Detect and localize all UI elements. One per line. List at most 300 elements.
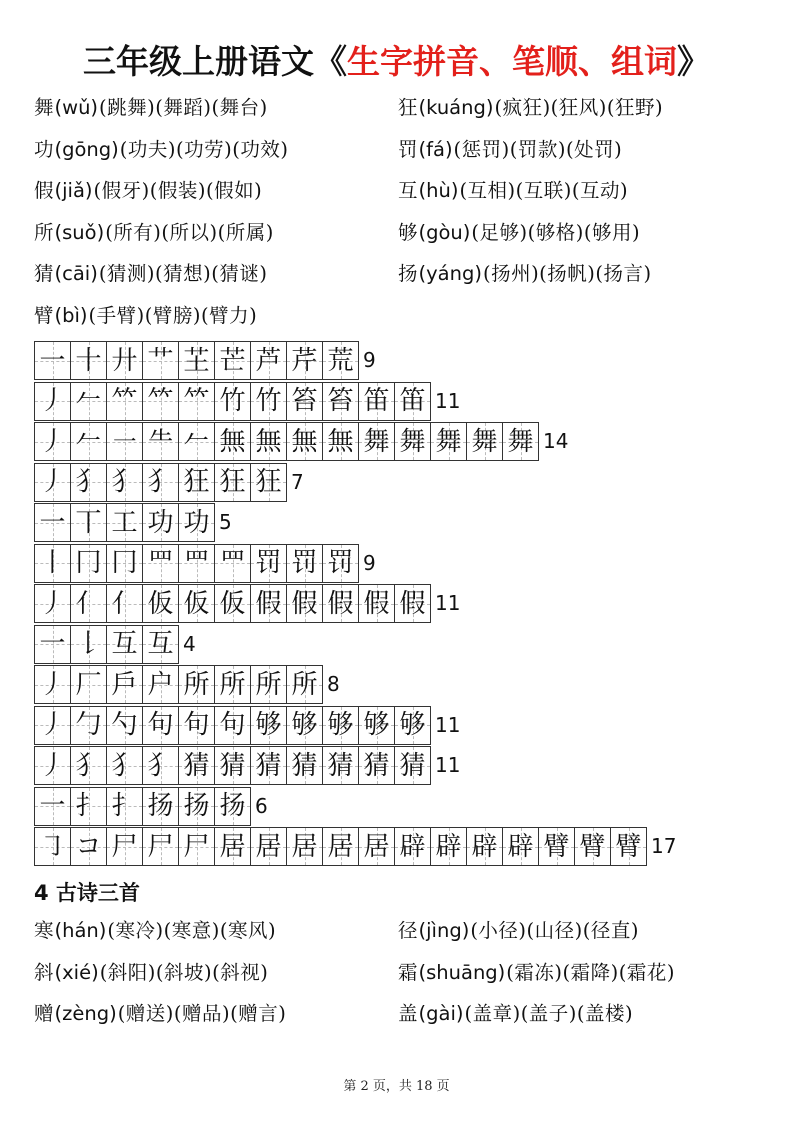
stroke-step-glyph: 假 <box>291 588 318 619</box>
stroke-step-glyph: 無 <box>219 426 246 457</box>
stroke-step-cell <box>250 463 287 502</box>
stroke-step-cell <box>70 341 107 380</box>
stroke-step-glyph: 芦 <box>255 345 282 376</box>
stroke-step-glyph: 罒 <box>147 548 174 578</box>
stroke-step-cell <box>34 503 71 542</box>
stroke-step-glyph: 猜 <box>399 750 426 781</box>
stroke-step-glyph: 句 <box>219 710 246 740</box>
vocab-pinyin: (yáng) <box>418 262 482 285</box>
stroke-count: 17 <box>651 834 677 858</box>
vocab-char: 互 <box>398 179 418 202</box>
stroke-step-glyph: 笞 <box>327 386 354 416</box>
stroke-step-cell <box>358 827 395 866</box>
stroke-step-cell <box>178 341 215 380</box>
stroke-step-cell <box>394 584 431 623</box>
vocab-words: (扬州)(扬帆)(扬言) <box>482 262 652 285</box>
stroke-step-cell <box>286 827 323 866</box>
stroke-step-cell <box>106 665 143 704</box>
vocab-pinyin: (gài) <box>418 1002 464 1025</box>
stroke-order-row <box>34 584 460 623</box>
stroke-step-glyph: 所 <box>219 669 246 700</box>
stroke-order-row <box>34 625 196 664</box>
stroke-step-cell <box>214 787 251 826</box>
stroke-step-glyph: 辟 <box>471 831 498 862</box>
vocab-char: 赠 <box>34 1002 54 1025</box>
stroke-step-glyph: 罚 <box>291 548 318 578</box>
stroke-step-cell <box>286 544 323 583</box>
vocab-words: (盖章)(盖子)(盖楼) <box>464 1002 634 1025</box>
stroke-step-cell <box>322 706 359 745</box>
stroke-step-glyph: 假 <box>255 588 282 619</box>
stroke-step-cell <box>142 463 179 502</box>
vocab-row <box>34 304 774 346</box>
stroke-step-cell <box>142 544 179 583</box>
stroke-step-cell <box>70 625 107 664</box>
stroke-step-cell <box>574 827 611 866</box>
stroke-step-cell <box>34 463 71 502</box>
stroke-step-cell <box>214 746 251 785</box>
stroke-count: 7 <box>291 469 304 494</box>
stroke-step-cell <box>70 584 107 623</box>
stroke-step-cell <box>178 503 215 542</box>
stroke-step-cell <box>70 787 107 826</box>
stroke-step-glyph: 够 <box>255 710 282 740</box>
stroke-step-glyph: 居 <box>219 831 246 862</box>
stroke-step-glyph: 丿 <box>39 669 66 700</box>
stroke-step-cell <box>466 827 503 866</box>
stroke-step-glyph: 勺 <box>111 710 138 740</box>
stroke-step-cell <box>142 584 179 623</box>
stroke-step-cell <box>106 706 143 745</box>
vocab-pinyin: (jiǎ) <box>54 179 93 202</box>
title-suffix: 》 <box>677 42 710 81</box>
stroke-step-cell <box>394 746 431 785</box>
stroke-step-glyph: 尸 <box>183 831 210 862</box>
stroke-step-glyph: 互 <box>147 629 174 659</box>
stroke-step-cell <box>322 746 359 785</box>
stroke-step-glyph: 扬 <box>219 791 246 821</box>
stroke-step-glyph: 工 <box>111 507 138 538</box>
stroke-count: 8 <box>327 672 340 696</box>
stroke-step-cell <box>142 706 179 745</box>
vocab-char: 猜 <box>34 262 54 285</box>
stroke-step-glyph: 仮 <box>219 588 246 619</box>
stroke-step-cell <box>250 706 287 745</box>
stroke-step-glyph: 一 <box>39 791 66 821</box>
stroke-step-cell <box>214 665 251 704</box>
vocab-pinyin: (hù) <box>418 179 459 202</box>
vocab-words: (手臂)(臂膀)(臂力) <box>88 303 258 327</box>
vocab-entry <box>34 96 268 120</box>
stroke-step-cell <box>286 584 323 623</box>
stroke-step-cell <box>502 422 539 461</box>
stroke-step-cell <box>70 382 107 421</box>
vocab-list-lesson-3 <box>34 96 774 345</box>
stroke-step-cell <box>178 665 215 704</box>
stroke-step-cell <box>394 422 431 461</box>
stroke-count: 9 <box>363 348 376 372</box>
stroke-step-cell <box>322 341 359 380</box>
stroke-step-glyph: 扬 <box>147 791 174 821</box>
stroke-step-glyph: 丿 <box>39 386 66 416</box>
stroke-step-glyph: 丿 <box>39 588 66 619</box>
stroke-step-cell <box>70 544 107 583</box>
stroke-step-glyph: 户 <box>147 669 174 700</box>
vocab-char: 所 <box>34 220 54 244</box>
stroke-step-glyph: 犭 <box>111 467 138 497</box>
vocab-char: 径 <box>398 919 418 942</box>
stroke-step-glyph: 罒 <box>219 548 246 578</box>
vocab-entry <box>398 919 639 943</box>
stroke-step-cell <box>250 827 287 866</box>
stroke-step-cell <box>250 746 287 785</box>
stroke-step-cell <box>430 422 467 461</box>
stroke-step-cell <box>70 463 107 502</box>
vocab-words: (猜测)(猜想)(猜谜) <box>98 262 268 285</box>
stroke-step-glyph: 𥫗 <box>111 386 138 416</box>
stroke-step-cell <box>358 584 395 623</box>
vocab-entry <box>398 221 640 245</box>
stroke-step-cell <box>70 503 107 542</box>
vocab-entry <box>34 304 257 328</box>
vocab-words: (赠送)(赠品)(赠言) <box>117 1002 287 1025</box>
stroke-step-cell <box>214 463 251 502</box>
vocab-pinyin: (wǔ) <box>54 96 99 119</box>
stroke-step-cell <box>178 787 215 826</box>
vocab-pinyin: (bì) <box>54 303 88 327</box>
stroke-step-cell <box>286 341 323 380</box>
stroke-step-cell <box>34 706 71 745</box>
vocab-entry <box>34 961 268 985</box>
page-title <box>0 36 793 83</box>
stroke-step-cell <box>250 584 287 623</box>
stroke-step-glyph: 犭 <box>75 750 102 781</box>
vocab-char: 盖 <box>398 1002 418 1025</box>
stroke-step-cell <box>178 584 215 623</box>
stroke-step-glyph: 舞 <box>363 426 390 457</box>
stroke-step-glyph: 臂 <box>543 831 570 862</box>
stroke-step-glyph: 無 <box>291 426 318 457</box>
stroke-step-glyph: ⺧ <box>147 426 174 457</box>
stroke-step-glyph: 廾 <box>111 345 138 376</box>
section-title: 4 古诗三首 <box>34 881 140 905</box>
stroke-order-row <box>34 787 268 826</box>
vocab-row <box>34 262 774 304</box>
stroke-step-cell <box>214 544 251 583</box>
stroke-step-glyph: 罚 <box>327 548 354 578</box>
stroke-step-glyph: 所 <box>255 669 282 700</box>
stroke-step-glyph: 𠂉 <box>75 426 102 457</box>
stroke-count: 14 <box>543 429 569 453</box>
stroke-step-glyph: 丿 <box>39 710 66 740</box>
stroke-step-glyph: 假 <box>363 588 390 619</box>
stroke-step-cell <box>34 422 71 461</box>
stroke-step-cell <box>322 382 359 421</box>
vocab-char: 斜 <box>34 960 54 984</box>
stroke-step-cell <box>250 544 287 583</box>
stroke-step-cell <box>322 584 359 623</box>
vocab-row <box>34 138 774 180</box>
stroke-step-glyph: 𥫗 <box>147 386 174 416</box>
stroke-step-glyph: 芒 <box>219 345 246 376</box>
stroke-order-row <box>34 665 340 704</box>
stroke-step-cell <box>34 746 71 785</box>
stroke-step-glyph: 够 <box>327 710 354 740</box>
stroke-step-glyph: 犭 <box>111 750 138 781</box>
stroke-step-glyph: 冂 <box>111 548 138 578</box>
vocab-row <box>34 221 774 263</box>
stroke-step-glyph: 艹 <box>147 345 174 376</box>
stroke-step-glyph: 够 <box>363 710 390 740</box>
stroke-step-glyph: 功 <box>183 507 210 538</box>
stroke-step-glyph: 居 <box>255 831 282 862</box>
stroke-step-cell <box>70 827 107 866</box>
stroke-step-cell <box>214 706 251 745</box>
stroke-step-glyph: 勹 <box>75 710 102 740</box>
stroke-step-glyph: 十 <box>75 345 102 376</box>
stroke-step-glyph: 一 <box>39 345 66 376</box>
stroke-step-glyph: 舞 <box>507 426 534 457</box>
stroke-step-cell <box>610 827 647 866</box>
vocab-entry <box>34 179 262 203</box>
stroke-step-cell <box>142 746 179 785</box>
page-footer: 第 2 页，共 18 页 <box>343 1079 450 1094</box>
vocab-char: 功 <box>34 137 54 161</box>
vocab-pinyin: (shuāng) <box>418 960 506 984</box>
stroke-step-cell <box>466 422 503 461</box>
vocab-pinyin: (gòu) <box>418 220 471 244</box>
stroke-step-glyph: 舞 <box>435 426 462 457</box>
vocab-words: (功夫)(功劳)(功效) <box>119 137 289 161</box>
stroke-step-cell <box>142 422 179 461</box>
stroke-step-glyph: 猜 <box>183 750 210 781</box>
stroke-step-cell <box>250 382 287 421</box>
stroke-step-cell <box>214 827 251 866</box>
vocab-pinyin: (suǒ) <box>54 220 105 244</box>
vocab-entry <box>34 919 276 943</box>
stroke-step-glyph: 扬 <box>183 791 210 821</box>
vocab-char: 假 <box>34 179 54 202</box>
stroke-step-glyph: 犭 <box>147 467 174 497</box>
stroke-step-glyph: 扌 <box>111 791 138 821</box>
stroke-step-glyph: 犭 <box>147 750 174 781</box>
stroke-count: 6 <box>255 793 268 818</box>
stroke-step-glyph: 辟 <box>399 831 426 862</box>
stroke-step-cell <box>178 544 215 583</box>
stroke-step-cell <box>538 827 575 866</box>
stroke-step-glyph: 竹 <box>219 386 246 416</box>
vocab-entry <box>398 262 652 286</box>
stroke-step-glyph: 功 <box>147 507 174 538</box>
stroke-step-glyph: 舞 <box>399 426 426 457</box>
stroke-step-glyph: 句 <box>147 710 174 740</box>
stroke-order-row <box>34 746 460 785</box>
vocab-char: 臂 <box>34 303 54 327</box>
stroke-count: 5 <box>219 510 232 534</box>
stroke-step-cell <box>178 463 215 502</box>
stroke-step-glyph: 笛 <box>399 386 426 416</box>
stroke-step-glyph: 舞 <box>471 426 498 457</box>
vocab-row <box>34 179 774 221</box>
vocab-pinyin: (kuáng) <box>418 96 494 119</box>
stroke-step-cell <box>142 827 179 866</box>
stroke-step-cell <box>286 706 323 745</box>
stroke-step-cell <box>106 787 143 826</box>
vocab-char: 扬 <box>398 262 418 285</box>
stroke-step-glyph: 狂 <box>183 467 210 497</box>
stroke-step-cell <box>142 665 179 704</box>
stroke-step-glyph: 冂 <box>75 548 102 578</box>
stroke-step-glyph: 𠂉 <box>183 426 210 457</box>
stroke-step-cell <box>34 584 71 623</box>
vocab-char: 狂 <box>398 96 418 119</box>
stroke-step-glyph: 𠄌 <box>75 629 102 659</box>
stroke-order-row <box>34 706 460 745</box>
stroke-step-glyph: 亻 <box>111 588 138 619</box>
stroke-count: 11 <box>435 753 461 777</box>
stroke-count: 11 <box>435 591 461 615</box>
stroke-step-cell <box>358 422 395 461</box>
stroke-step-cell <box>178 706 215 745</box>
vocab-words: (假牙)(假装)(假如) <box>93 179 263 202</box>
vocab-words: (跳舞)(舞蹈)(舞台) <box>99 96 268 119</box>
stroke-step-cell <box>106 341 143 380</box>
stroke-step-glyph: 猜 <box>219 750 246 781</box>
stroke-step-glyph: コ <box>75 831 102 862</box>
stroke-step-glyph: 丅 <box>75 507 102 538</box>
vocab-pinyin: (fá) <box>418 137 453 161</box>
stroke-step-cell <box>142 382 179 421</box>
stroke-step-glyph: 芏 <box>183 345 210 376</box>
vocab-pinyin: (zèng) <box>54 1002 117 1025</box>
stroke-step-cell <box>34 625 71 664</box>
stroke-count: 11 <box>435 712 461 737</box>
vocab-list-lesson-4 <box>34 919 774 1044</box>
stroke-step-glyph: 犭 <box>75 467 102 497</box>
vocab-words: (惩罚)(罚款)(处罚) <box>453 137 623 161</box>
stroke-step-cell <box>70 746 107 785</box>
stroke-step-glyph: 罒 <box>183 548 210 578</box>
vocab-pinyin: (gōng) <box>54 137 119 161</box>
stroke-step-glyph: 荒 <box>327 345 354 376</box>
stroke-step-glyph: 居 <box>363 831 390 862</box>
stroke-step-cell <box>70 706 107 745</box>
vocab-char: 霜 <box>398 960 418 984</box>
stroke-step-glyph: 猜 <box>255 750 282 781</box>
stroke-step-cell <box>394 382 431 421</box>
stroke-step-glyph: 無 <box>255 426 282 457</box>
stroke-step-cell <box>106 584 143 623</box>
vocab-char: 舞 <box>34 96 54 119</box>
vocab-entry <box>34 221 274 245</box>
stroke-step-cell <box>250 665 287 704</box>
vocab-entry <box>398 138 622 162</box>
stroke-step-cell <box>106 746 143 785</box>
stroke-step-cell <box>322 544 359 583</box>
stroke-step-glyph: 尸 <box>147 831 174 862</box>
vocab-entry <box>398 1002 633 1026</box>
stroke-step-cell <box>322 827 359 866</box>
vocab-entry <box>398 96 663 120</box>
stroke-step-glyph: 够 <box>291 710 318 740</box>
stroke-step-cell <box>286 746 323 785</box>
vocab-row <box>34 1002 774 1044</box>
vocab-entry <box>34 138 288 162</box>
stroke-step-glyph: ㇆ <box>39 831 66 862</box>
stroke-count: 11 <box>435 388 461 413</box>
stroke-step-cell <box>70 422 107 461</box>
stroke-step-cell <box>358 746 395 785</box>
vocab-char: 够 <box>398 220 418 244</box>
stroke-step-glyph: 笞 <box>291 386 318 416</box>
stroke-step-cell <box>178 746 215 785</box>
vocab-entry <box>398 179 628 203</box>
vocab-entry <box>34 262 267 286</box>
stroke-order-row <box>34 463 304 502</box>
stroke-step-glyph: 互 <box>111 629 138 659</box>
stroke-step-cell <box>34 665 71 704</box>
stroke-step-glyph: 狂 <box>255 467 282 497</box>
stroke-step-glyph: 亻 <box>75 588 102 619</box>
stroke-step-cell <box>178 382 215 421</box>
stroke-step-cell <box>34 787 71 826</box>
stroke-step-glyph: 狂 <box>219 467 246 497</box>
stroke-step-cell <box>394 827 431 866</box>
stroke-step-glyph: 丿 <box>39 467 66 497</box>
stroke-step-cell <box>502 827 539 866</box>
stroke-step-glyph: 假 <box>327 588 354 619</box>
stroke-step-glyph: 猜 <box>363 750 390 781</box>
vocab-char: 罚 <box>398 137 418 161</box>
stroke-step-cell <box>178 422 215 461</box>
vocab-words: (寒冷)(寒意)(寒风) <box>107 919 277 942</box>
stroke-step-cell <box>142 787 179 826</box>
stroke-step-cell <box>106 463 143 502</box>
stroke-step-cell <box>106 625 143 664</box>
stroke-step-cell <box>106 827 143 866</box>
vocab-entry <box>34 1002 286 1026</box>
stroke-step-cell <box>106 503 143 542</box>
title-highlight: 生字拼音、笔顺、组词 <box>347 42 677 81</box>
stroke-step-cell <box>358 706 395 745</box>
stroke-step-cell <box>430 827 467 866</box>
stroke-step-glyph: 扌 <box>75 791 102 821</box>
stroke-step-cell <box>142 341 179 380</box>
stroke-step-glyph: 𠂉 <box>75 386 102 416</box>
stroke-step-cell <box>34 341 71 380</box>
stroke-step-cell <box>286 382 323 421</box>
stroke-step-glyph: 仮 <box>183 588 210 619</box>
stroke-step-glyph: 猜 <box>291 750 318 781</box>
stroke-step-glyph: 居 <box>327 831 354 862</box>
vocab-words: (疯狂)(狂风)(狂野) <box>494 96 664 119</box>
stroke-step-glyph: 竹 <box>255 386 282 416</box>
stroke-order-row <box>34 827 676 866</box>
stroke-step-glyph: 居 <box>291 831 318 862</box>
stroke-step-cell <box>250 422 287 461</box>
stroke-step-cell <box>106 544 143 583</box>
stroke-step-glyph: 罚 <box>255 548 282 578</box>
stroke-step-cell <box>214 584 251 623</box>
stroke-step-glyph: 辟 <box>435 831 462 862</box>
vocab-pinyin: (hán) <box>54 919 107 942</box>
title-prefix: 三年级上册语文《 <box>83 42 347 81</box>
stroke-step-cell <box>214 341 251 380</box>
vocab-pinyin: (jìng) <box>418 919 470 942</box>
stroke-order-row <box>34 544 376 583</box>
stroke-step-cell <box>286 422 323 461</box>
stroke-step-glyph: 𥫗 <box>183 386 210 416</box>
